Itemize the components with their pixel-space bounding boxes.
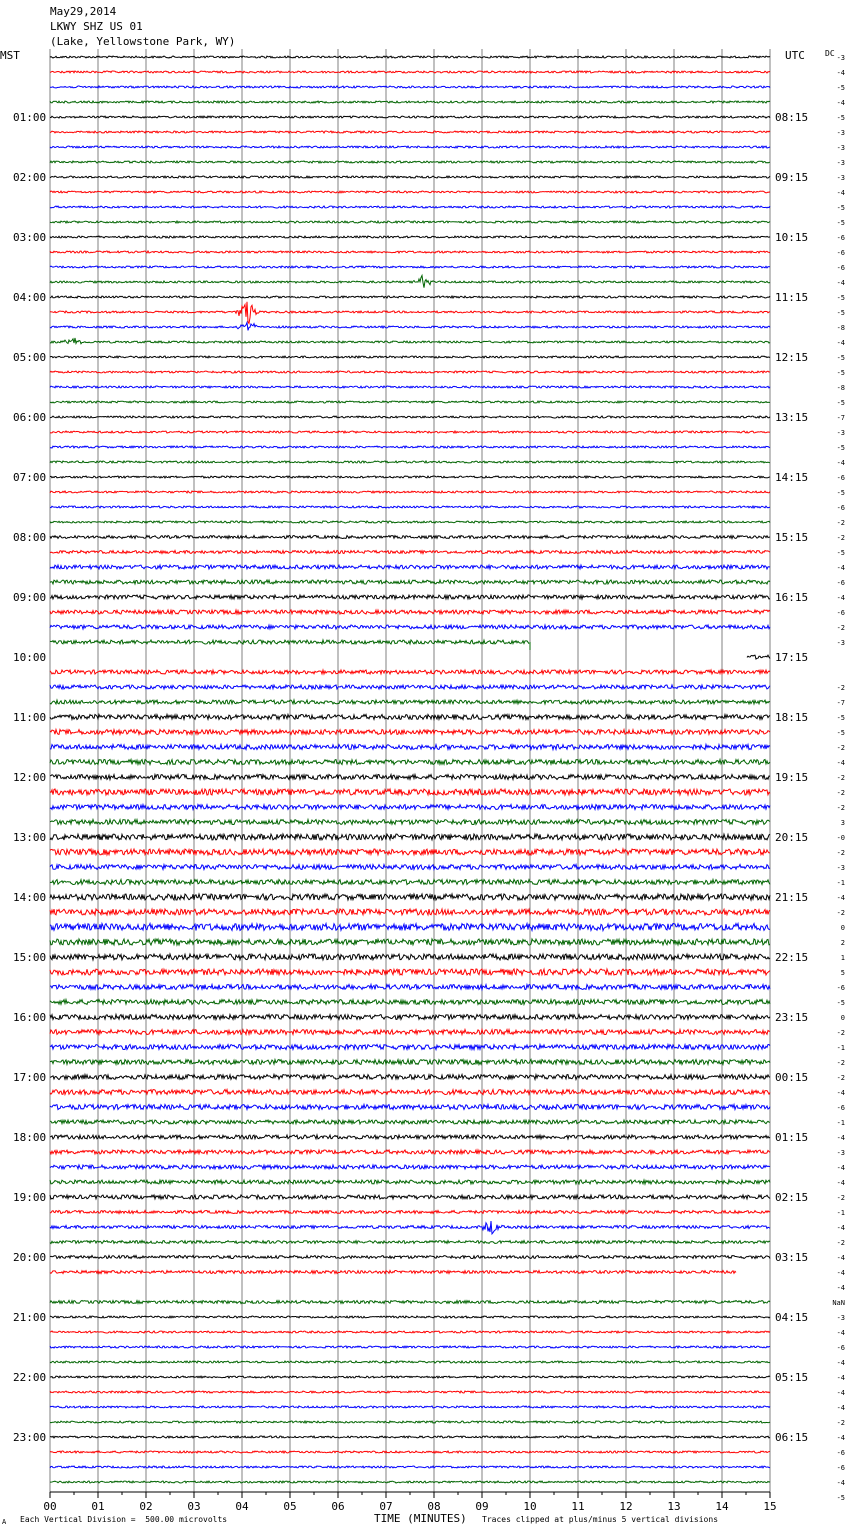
trace-line — [50, 1451, 770, 1453]
dc-offset-value: -8 — [836, 324, 845, 332]
mst-hour-label: 02:00 — [13, 171, 47, 184]
mst-hour-label: 05:00 — [13, 351, 47, 364]
dc-offset-value: -7 — [836, 414, 845, 422]
utc-hour-label: 02:15 — [775, 1191, 809, 1204]
x-tick-label: 07 — [379, 1500, 393, 1513]
x-tick-label: 10 — [523, 1500, 537, 1513]
trace-line — [50, 71, 770, 73]
utc-hour-label: 04:15 — [775, 1311, 809, 1324]
trace-line — [50, 1030, 770, 1035]
utc-hour-label: 01:15 — [775, 1131, 809, 1144]
mst-hour-label: 13:00 — [13, 831, 47, 844]
trace-line — [50, 1376, 770, 1378]
dc-offset-value: -3 — [836, 1149, 845, 1157]
trace-line — [50, 595, 770, 599]
trace-line — [50, 894, 770, 900]
trace-line — [50, 371, 770, 373]
trace-line — [50, 969, 770, 975]
dc-offset-value: -7 — [836, 699, 845, 707]
station-location: (Lake, Yellowstone Park, WY) — [50, 35, 236, 48]
trace-line — [50, 446, 770, 448]
x-tick-label: 06 — [331, 1500, 345, 1513]
dc-offset-value: -6 — [836, 474, 845, 482]
trace-line — [50, 1075, 770, 1080]
utc-hour-label: 06:15 — [775, 1431, 809, 1444]
mst-hour-label: 11:00 — [13, 711, 47, 724]
dc-offset-value: -2 — [836, 519, 845, 527]
dc-offset-value: -6 — [836, 264, 845, 272]
trace-line — [50, 1301, 770, 1304]
trace-line — [50, 1180, 770, 1184]
mst-hour-label: 10:00 — [13, 651, 47, 664]
dc-offset-value: -1 — [836, 1119, 845, 1127]
trace-line — [50, 1331, 770, 1333]
dc-offset-value: -4 — [836, 189, 845, 197]
utc-hour-label: 09:15 — [775, 171, 809, 184]
dc-offset-value: -5 — [836, 714, 845, 722]
trace-line — [50, 775, 770, 780]
mst-hour-label: 14:00 — [13, 891, 47, 904]
corner-mark: A — [2, 1518, 7, 1526]
dc-offset-value: -3 — [836, 429, 845, 437]
trace-line — [50, 236, 770, 238]
seismic-traces — [50, 56, 770, 1483]
x-tick-label: 04 — [235, 1500, 249, 1513]
dc-offset-value: -3 — [836, 54, 845, 62]
trace-line — [50, 276, 770, 288]
dc-offset-value: -4 — [836, 1269, 845, 1277]
trace-line — [50, 1361, 770, 1363]
dc-offset-value: -2 — [836, 1029, 845, 1037]
trace-line — [50, 1436, 770, 1438]
trace-line — [50, 1256, 770, 1259]
trace-line — [50, 1271, 736, 1274]
x-tick-label: 05 — [283, 1500, 297, 1513]
trace-line — [50, 939, 770, 945]
trace-line — [50, 401, 770, 403]
trace-line — [50, 865, 770, 870]
dc-offset-value: -4 — [836, 594, 845, 602]
trace-line — [50, 1090, 770, 1095]
trace-line — [50, 954, 770, 960]
x-axis-title: TIME (MINUTES) — [374, 1512, 467, 1525]
trace-line — [50, 536, 770, 539]
right-timezone-label: UTC — [785, 49, 805, 62]
dc-offset-value: 3 — [840, 819, 845, 827]
x-tick-label: 13 — [667, 1500, 681, 1513]
trace-line — [50, 1105, 770, 1110]
trace-line — [50, 431, 770, 433]
dc-offset-value: -4 — [836, 459, 845, 467]
dc-offset-value: -6 — [836, 234, 845, 242]
trace-line — [50, 1060, 770, 1065]
dc-offset-value: -5 — [836, 999, 845, 1007]
dc-offset-value: -5 — [836, 294, 845, 302]
trace-line — [50, 386, 770, 388]
trace-line — [50, 1000, 770, 1005]
dc-offset-value: 5 — [840, 969, 845, 977]
x-tick-label: 15 — [763, 1500, 777, 1513]
trace-line — [50, 1015, 770, 1020]
utc-hour-label: 22:15 — [775, 951, 809, 964]
dc-offset-value: -4 — [836, 1224, 845, 1232]
dc-offset-value: -6 — [836, 1449, 845, 1457]
dc-offset-value: -2 — [836, 1059, 845, 1067]
mst-hour-label: 18:00 — [13, 1131, 47, 1144]
trace-line — [50, 685, 770, 689]
trace-line — [50, 221, 770, 223]
trace-line — [50, 805, 770, 810]
dc-offset-value: -2 — [836, 684, 845, 692]
mst-hour-label: 07:00 — [13, 471, 47, 484]
dc-offset-value: -2 — [836, 909, 845, 917]
trace-line — [50, 506, 770, 508]
trace-line — [50, 610, 770, 614]
trace-line — [50, 834, 770, 840]
dc-offset-value: -5 — [836, 1494, 845, 1502]
trace-line — [50, 1165, 770, 1169]
mst-hour-label: 04:00 — [13, 291, 47, 304]
trace-line — [50, 176, 770, 178]
dc-offset-value: -5 — [836, 729, 845, 737]
utc-hour-label: 13:15 — [775, 411, 809, 424]
trace-line — [50, 56, 770, 58]
utc-hour-label: 20:15 — [775, 831, 809, 844]
x-tick-label: 11 — [571, 1500, 585, 1513]
dc-offset-value: -4 — [836, 279, 845, 287]
dc-offset-value: -4 — [836, 1329, 845, 1337]
utc-hour-label: 23:15 — [775, 1011, 809, 1024]
dc-offset-value: -6 — [836, 249, 845, 257]
left-timezone-label: MST — [0, 49, 20, 62]
trace-line — [50, 146, 770, 148]
trace-line — [50, 101, 770, 103]
trace-line — [50, 551, 770, 554]
trace-line — [50, 670, 770, 674]
trace-line — [50, 1241, 770, 1244]
dc-offset-value: -3 — [836, 159, 845, 167]
trace-line — [50, 909, 770, 915]
dc-offset-value: -4 — [836, 1389, 845, 1397]
utc-hour-label: 05:15 — [775, 1371, 809, 1384]
dc-offset-value: -3 — [836, 174, 845, 182]
mst-hour-label: 22:00 — [13, 1371, 47, 1384]
dc-offset-value: -4 — [836, 1284, 845, 1292]
dc-offset-value: -2 — [836, 774, 845, 782]
dc-offset-value: -4 — [836, 1089, 845, 1097]
mst-hour-label: 09:00 — [13, 591, 47, 604]
trace-line — [50, 1316, 770, 1318]
mst-hour-label: 21:00 — [13, 1311, 47, 1324]
trace-line — [50, 1211, 770, 1214]
trace-line — [50, 1195, 770, 1199]
trace-line — [50, 760, 770, 765]
trace-line — [50, 730, 770, 735]
dc-offset-value: -5 — [836, 354, 845, 362]
trace-line — [50, 1406, 770, 1408]
trace-line — [50, 1135, 770, 1139]
mst-hour-label: 23:00 — [13, 1431, 47, 1444]
dc-offset-value: -3 — [836, 144, 845, 152]
dc-offset-value: -4 — [836, 1179, 845, 1187]
trace-line — [50, 266, 770, 268]
trace-line — [50, 580, 770, 584]
mst-hour-label: 08:00 — [13, 531, 47, 544]
utc-hour-label: 03:15 — [775, 1251, 809, 1264]
dc-offset-value: -5 — [836, 309, 845, 317]
dc-offset-value: -6 — [836, 579, 845, 587]
dc-offset-value: -6 — [836, 984, 845, 992]
dc-offset-value: -1 — [836, 879, 845, 887]
dc-offset-value: -6 — [836, 609, 845, 617]
mst-hour-label: 06:00 — [13, 411, 47, 424]
trace-line — [50, 1120, 770, 1124]
plot-date: May29,2014 — [50, 5, 117, 18]
trace-line — [50, 338, 770, 344]
dc-offset-value: -5 — [836, 369, 845, 377]
dc-offset-value: -2 — [836, 1419, 845, 1427]
dc-offset-value: -2 — [836, 849, 845, 857]
mst-hour-label: 17:00 — [13, 1071, 47, 1084]
dc-offset-value: -4 — [836, 1134, 845, 1142]
dc-offset-value: -4 — [836, 564, 845, 572]
trace-line — [50, 924, 770, 931]
utc-hour-label: 16:15 — [775, 591, 809, 604]
trace-line — [50, 880, 770, 885]
mst-hour-label: 15:00 — [13, 951, 47, 964]
dc-offset-value: -2 — [836, 1074, 845, 1082]
dc-offset-value: -0 — [836, 834, 845, 842]
utc-hour-label: 15:15 — [775, 531, 809, 544]
trace-line — [50, 625, 770, 629]
trace-line — [50, 206, 770, 208]
trace-line — [50, 1481, 770, 1483]
trace-line — [50, 700, 770, 704]
trace-line — [50, 131, 770, 133]
dc-offset-value: -2 — [836, 624, 845, 632]
dc-offset-value: 0 — [840, 924, 845, 932]
mst-hour-label: 19:00 — [13, 1191, 47, 1204]
trace-line — [50, 416, 770, 418]
trace-line — [50, 1391, 770, 1393]
trace-line — [747, 655, 770, 659]
dc-offset-value: -4 — [836, 894, 845, 902]
mst-hour-label: 16:00 — [13, 1011, 47, 1024]
mst-hour-label: 12:00 — [13, 771, 47, 784]
dc-offset-value: -6 — [836, 1104, 845, 1112]
x-tick-label: 12 — [619, 1500, 633, 1513]
utc-hour-label: 00:15 — [775, 1071, 809, 1084]
trace-line — [50, 849, 770, 855]
mst-hour-label: 01:00 — [13, 111, 47, 124]
dc-offset-value: -5 — [836, 219, 845, 227]
utc-hour-label: 10:15 — [775, 231, 809, 244]
utc-hour-label: 12:15 — [775, 351, 809, 364]
dc-offset-value: -6 — [836, 504, 845, 512]
utc-hour-label: 11:15 — [775, 291, 809, 304]
dc-offset-value: -8 — [836, 384, 845, 392]
time-axis — [43, 1492, 776, 1513]
dc-offset-value: -4 — [836, 1479, 845, 1487]
utc-hour-label: 08:15 — [775, 111, 809, 124]
dc-offset-value: -4 — [836, 99, 845, 107]
trace-line — [50, 491, 770, 493]
trace-line — [50, 1466, 770, 1468]
utc-hour-label: 18:15 — [775, 711, 809, 724]
dc-offset-value: -5 — [836, 399, 845, 407]
dc-offset-value: -3 — [836, 1314, 845, 1322]
x-tick-label: 00 — [43, 1500, 57, 1513]
trace-line — [50, 302, 770, 324]
time-gridlines — [50, 49, 770, 1492]
dc-offset-value: -2 — [836, 804, 845, 812]
dc-offset-value: -1 — [836, 1209, 845, 1217]
dc-offset-label: DC — [825, 49, 835, 58]
trace-line — [50, 86, 770, 88]
trace-line — [50, 251, 770, 253]
x-tick-label: 09 — [475, 1500, 489, 1513]
dc-offset-value: 2 — [840, 939, 845, 947]
trace-line — [50, 789, 770, 795]
trace-line — [50, 323, 770, 331]
dc-offset-value: -4 — [836, 339, 845, 347]
trace-line — [50, 745, 770, 750]
trace-line — [50, 116, 770, 118]
x-tick-label: 03 — [187, 1500, 201, 1513]
trace-line — [50, 296, 770, 298]
scale-note: Each Vertical Division = 500.00 microvolts — [20, 1515, 228, 1524]
dc-offset-value: -4 — [836, 1359, 845, 1367]
dc-offset-value: 1 — [840, 954, 845, 962]
trace-line — [50, 1421, 770, 1423]
x-tick-label: 14 — [715, 1500, 729, 1513]
trace-line — [50, 356, 770, 358]
trace-line — [50, 1150, 770, 1154]
dc-offset-value: -5 — [836, 489, 845, 497]
trace-line — [50, 565, 770, 569]
x-tick-label: 02 — [139, 1500, 153, 1513]
dc-offset-value: -2 — [836, 744, 845, 752]
dc-offset-value: -4 — [836, 1404, 845, 1412]
dc-offset-value: -5 — [836, 549, 845, 557]
trace-line — [50, 476, 770, 478]
dc-offset-value: -3 — [836, 129, 845, 137]
dc-offset-value: -5 — [836, 84, 845, 92]
utc-hour-label: 19:15 — [775, 771, 809, 784]
dc-offset-value: 0 — [840, 1014, 845, 1022]
trace-line — [50, 1221, 770, 1234]
trace-line — [50, 985, 770, 990]
dc-offset-value: -4 — [836, 1434, 845, 1442]
dc-offset-value: -2 — [836, 1194, 845, 1202]
trace-line — [50, 521, 770, 523]
utc-hour-label: 14:15 — [775, 471, 809, 484]
dc-offset-value: -6 — [836, 1344, 845, 1352]
mst-hour-label: 03:00 — [13, 231, 47, 244]
dc-offset-value: -2 — [836, 534, 845, 542]
dc-offset-value: -4 — [836, 1254, 845, 1262]
dc-offset-value: -1 — [836, 1044, 845, 1052]
dc-offset-value: -5 — [836, 444, 845, 452]
dc-offset-value: -2 — [836, 789, 845, 797]
dc-offset-value: -4 — [836, 759, 845, 767]
trace-line — [50, 1346, 770, 1348]
station-code: LKWY SHZ US 01 — [50, 20, 143, 33]
x-tick-label: 08 — [427, 1500, 441, 1513]
dc-offset-value: -2 — [836, 1239, 845, 1247]
utc-hour-label: 17:15 — [775, 651, 809, 664]
dc-offset-value: -5 — [836, 204, 845, 212]
dc-offset-value: -3 — [836, 864, 845, 872]
dc-offset-value: -3 — [836, 639, 845, 647]
trace-line — [50, 820, 770, 825]
dc-offset-value: -5 — [836, 114, 845, 122]
dc-offset-value: -4 — [836, 69, 845, 77]
trace-line — [50, 715, 770, 720]
dc-offset-value: NaN — [832, 1299, 845, 1307]
trace-line — [50, 461, 770, 463]
trace-line — [50, 161, 770, 163]
dc-offset-value: -4 — [836, 1374, 845, 1382]
dc-offset-value: -4 — [836, 1164, 845, 1172]
dc-offset-value: -6 — [836, 1464, 845, 1472]
trace-line — [50, 1045, 770, 1050]
utc-hour-label: 21:15 — [775, 891, 809, 904]
mst-hour-label: 20:00 — [13, 1251, 47, 1264]
x-tick-label: 01 — [91, 1500, 105, 1513]
trace-line — [50, 191, 770, 193]
clip-note: Traces clipped at plus/minus 5 vertical divisions — [482, 1515, 719, 1524]
